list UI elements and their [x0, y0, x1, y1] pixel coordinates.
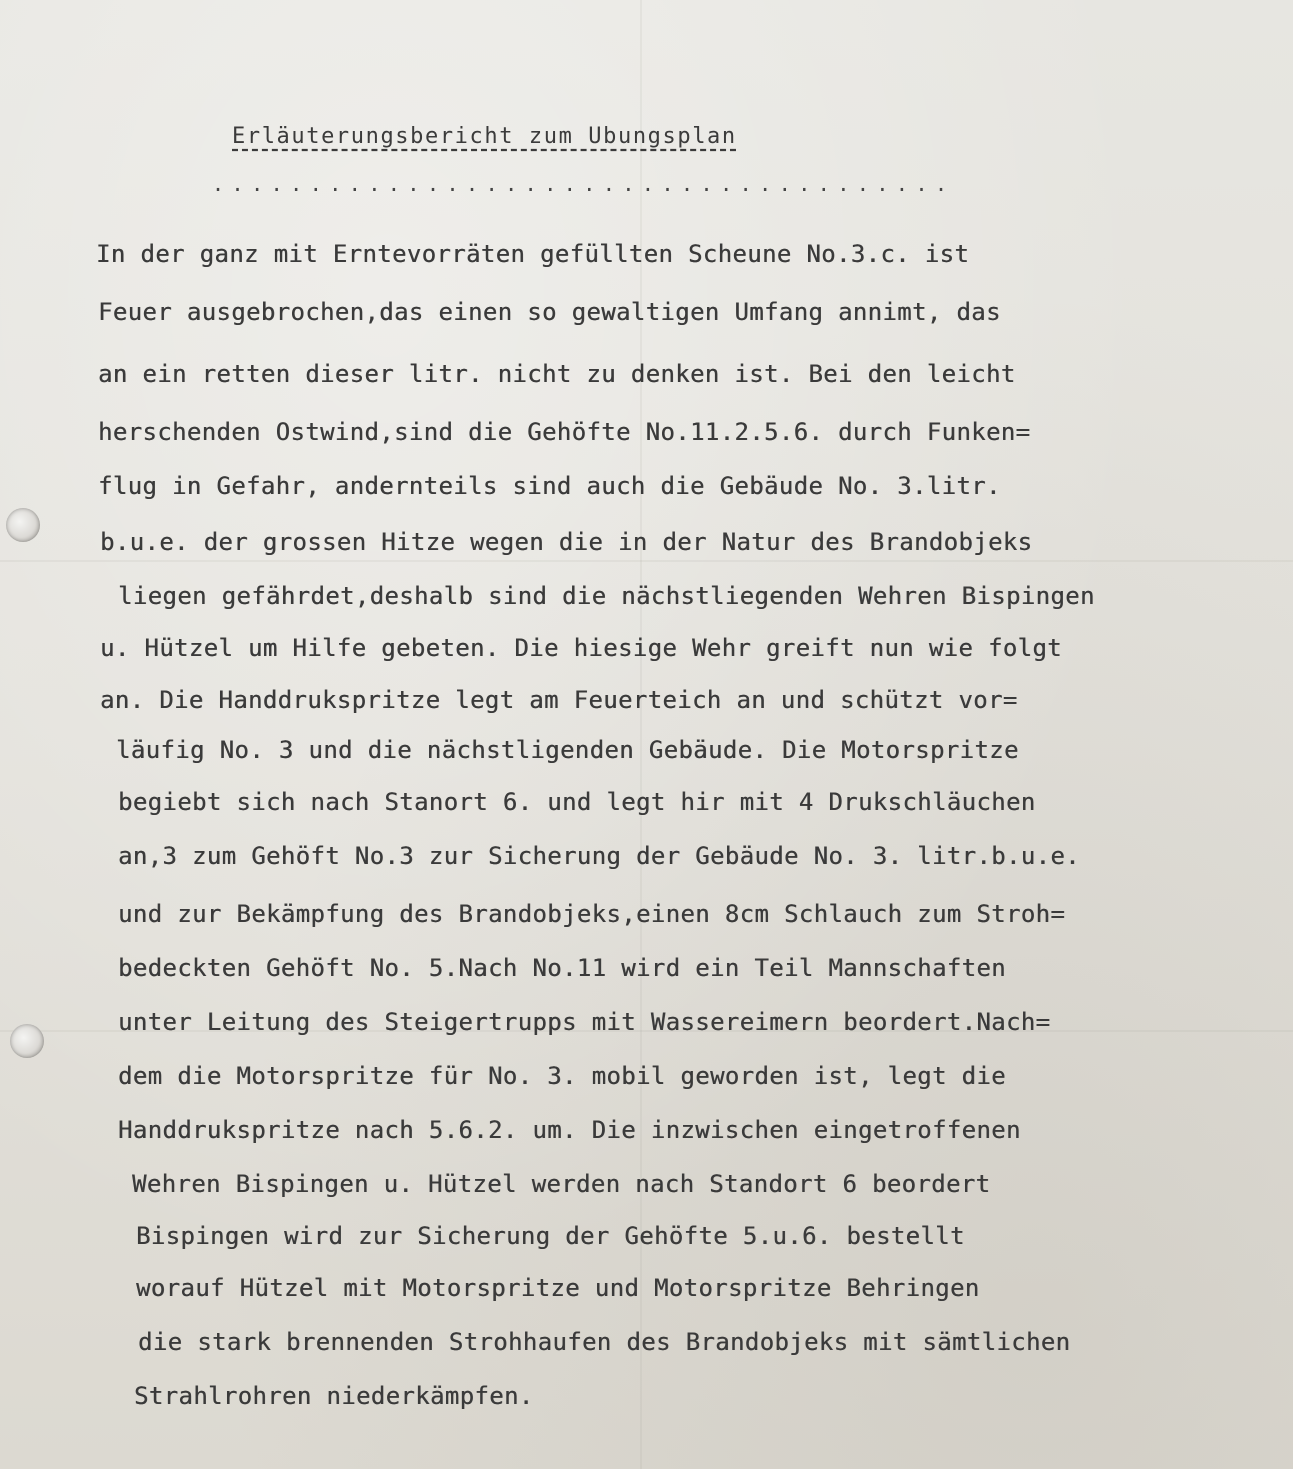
text-line: b.u.e. der grossen Hitze wegen die in der Natur des Brandobjeks [100, 528, 1033, 556]
text-line: Bispingen wird zur Sicherung der Gehöfte 5.u.6. bestellt [136, 1222, 965, 1250]
text-line: und zur Bekämpfung des Brandobjeks,einen 8cm Schlauch zum Stroh= [118, 900, 1066, 928]
text-line: Feuer ausgebrochen,das einen so gewaltigen Umfang annimt, das [98, 298, 1001, 326]
text-line: die stark brennenden Strohhaufen des Brandobjeks mit sämtlichen [138, 1328, 1071, 1356]
text-line: bedeckten Gehöft No. 5.Nach No.11 wird ein Teil Mannschaften [118, 954, 1006, 982]
text-line: liegen gefährdet,deshalb sind die nächstliegenden Wehren Bispingen [118, 582, 1095, 610]
text-line: Wehren Bispingen u. Hützel werden nach Standort 6 beordert [132, 1170, 991, 1198]
text-line: an. Die Handdrukspritze legt am Feuerteich an und schützt vor= [100, 686, 1018, 714]
paper-crease [0, 560, 1293, 562]
text-line: u. Hützel um Hilfe gebeten. Die hiesige Wehr greift nun wie folgt [100, 634, 1062, 662]
text-line: Strahlrohren niederkämpfen. [134, 1382, 534, 1410]
text-line: herschenden Ostwind,sind die Gehöfte No.11.2.5.6. durch Funken= [98, 418, 1031, 446]
text-line: In der ganz mit Erntevorräten gefüllten Scheune No.3.c. ist [96, 240, 970, 268]
text-line: begiebt sich nach Stanort 6. und legt hir mit 4 Drukschläuchen [118, 788, 1036, 816]
text-line: Handdrukspritze nach 5.6.2. um. Die inzwischen eingetroffenen [118, 1116, 1021, 1144]
document-title: Erläuterungsbericht zum Ubungsplan [232, 124, 737, 149]
text-line: worauf Hützel mit Motorspritze und Motorspritze Behringen [136, 1274, 980, 1302]
punch-hole [10, 1024, 44, 1058]
punch-hole [6, 508, 40, 542]
text-line: flug in Gefahr, andernteils sind auch die Gebäude No. 3.litr. [98, 472, 1001, 500]
text-line: läufig No. 3 und die nächstligenden Gebäude. Die Motorspritze [116, 736, 1019, 764]
text-line: dem die Motorspritze für No. 3. mobil geworden ist, legt die [118, 1062, 1006, 1090]
title-dotted-rule: ...................................... [212, 172, 955, 196]
text-line: unter Leitung des Steigertrupps mit Wassereimern beordert.Nach= [118, 1008, 1051, 1036]
text-line: an ein retten dieser litr. nicht zu denken ist. Bei den leicht [98, 360, 1016, 388]
text-line: an,3 zum Gehöft No.3 zur Sicherung der Gebäude No. 3. litr.b.u.e. [118, 842, 1080, 870]
